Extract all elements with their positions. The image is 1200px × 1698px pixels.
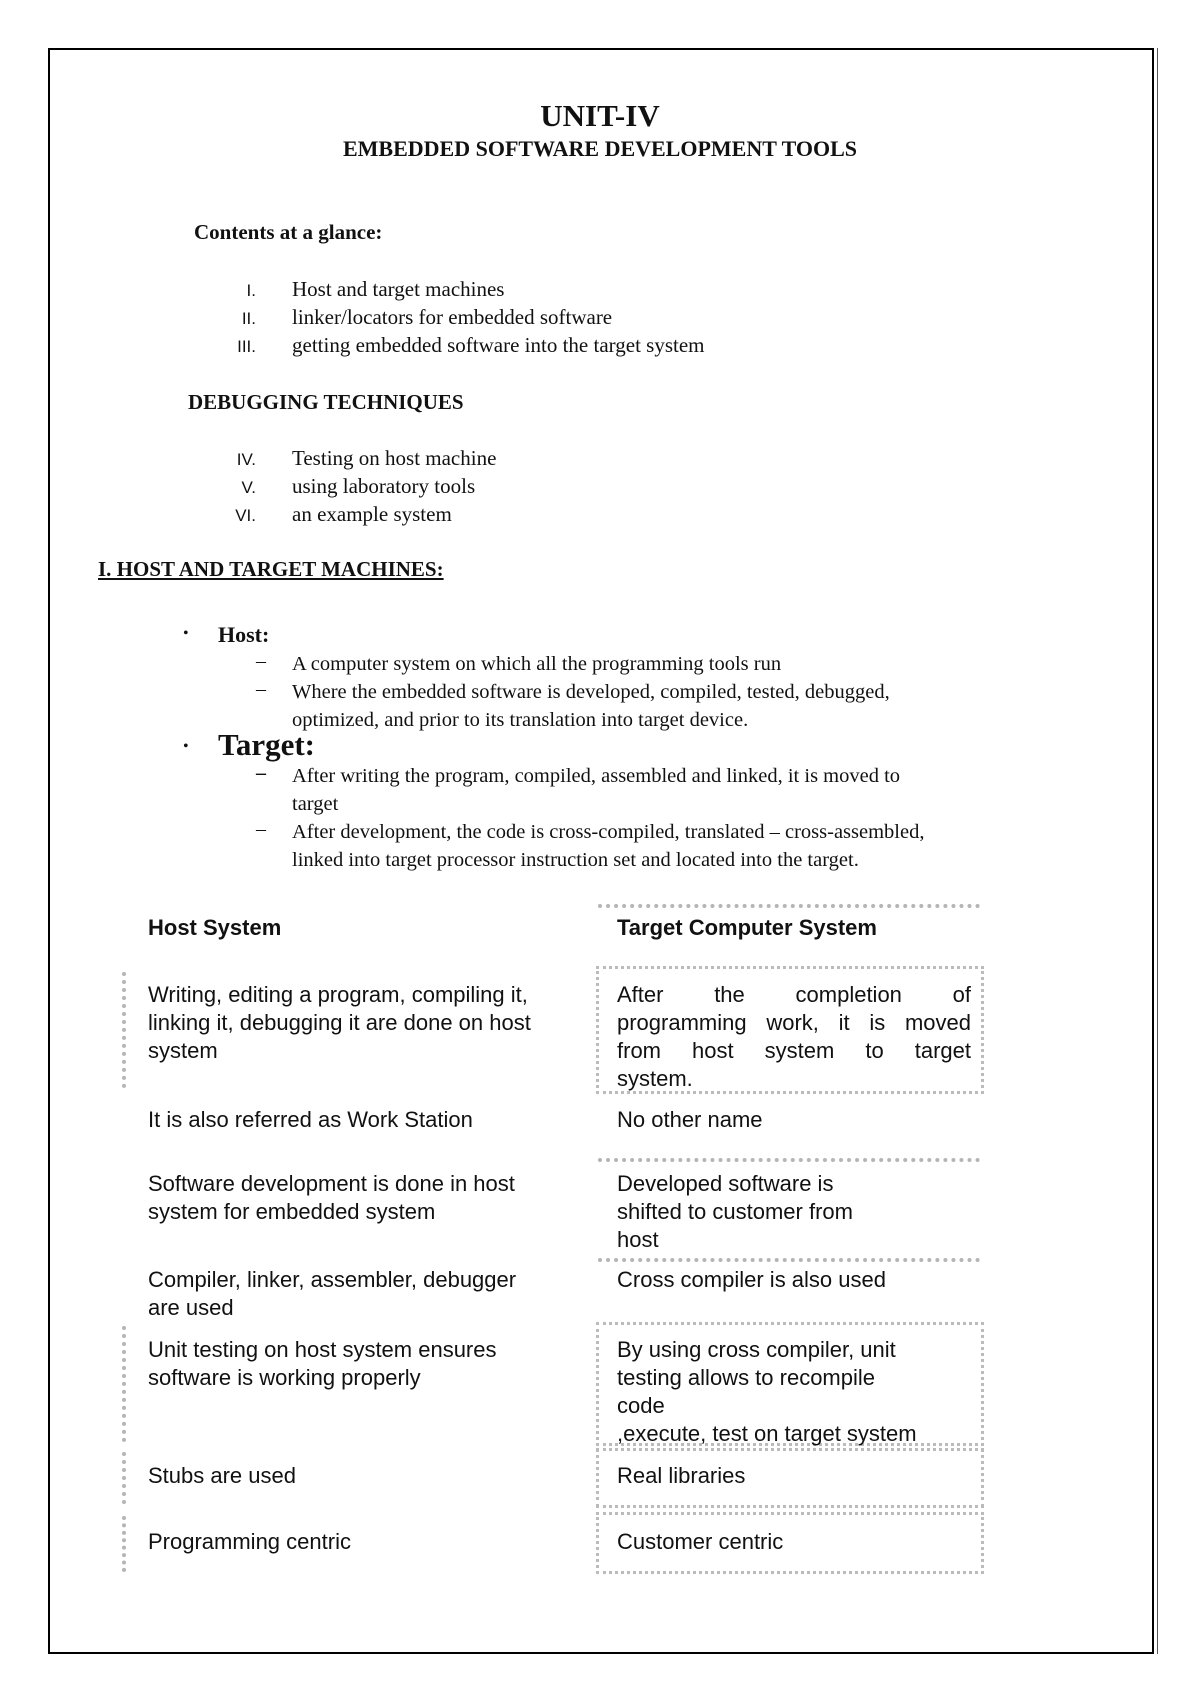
unit-title: UNIT-IV [540,98,660,133]
table-row-host [148,981,578,1065]
contents-item [200,277,900,302]
table-border [122,1516,126,1572]
table-cell-line: from host system to target [617,1038,971,1063]
dash-icon: – [256,678,266,700]
debugging-item-number: VI. [235,506,256,525]
table-cell-line: Compiler, linker, assembler, debugger [148,1267,517,1292]
table-row-target [617,1336,977,1448]
table-cell-line: Software development is done in host [148,1171,515,1196]
table-border [122,972,126,1088]
host-point-continued: optimized, and prior to its translation into target device. [292,709,749,731]
contents-item-number: III. [237,337,256,356]
table-border [122,1452,126,1504]
contents-item-text: getting embedded software into the target system [292,333,705,357]
debugging-item-text: using laboratory tools [292,474,476,498]
table-header-target: Target Computer System [617,915,877,940]
debugging-item-number: V. [241,478,256,497]
table-row-host [148,1170,578,1226]
debugging-item-text: Testing on host machine [292,446,497,470]
dash-icon: – [256,762,266,784]
debugging-item [200,474,900,499]
table-row-host: It is also referred as Work Station [148,1107,473,1132]
target-point: After writing the program, compiled, assembled and linked, it is moved to [292,765,901,787]
table-header-host: Host System [148,915,282,940]
table-cell-line: Developed software is [617,1171,834,1196]
table-cell-line: linking it, debugging it are done on host [148,1010,531,1035]
table-cell-line: are used [148,1295,234,1320]
target-point: After development, the code is cross-compiled, translated – cross-assembled, [292,821,925,843]
table-cell-line: Unit testing on host system ensures [148,1337,497,1362]
contents-item-number: I. [246,281,256,300]
contents-item [200,333,900,358]
table-border [122,1326,126,1442]
table-row-target: Real libraries [617,1463,746,1488]
table-cell-line: host [617,1227,659,1252]
table-cell-line: After the completion of [617,982,971,1007]
table-row-target: No other name [617,1107,763,1132]
table-cell-line: Writing, editing a program, compiling it, [148,982,528,1007]
contents-item [200,305,900,330]
debugging-item-number: IV. [236,450,256,469]
table-cell-line: system. [617,1066,693,1091]
table-cell-line: software is working properly [148,1365,421,1390]
target-point-continued: linked into target processor instruction set and located into the target. [292,849,859,871]
page-border-shadow [1157,48,1158,1654]
section-heading: I. HOST AND TARGET MACHINES: [98,557,444,581]
unit-subtitle: EMBEDDED SOFTWARE DEVELOPMENT TOOLS [342,136,858,161]
table-row-target: Cross compiler is also used [617,1267,886,1292]
table-cell-line: system [148,1038,218,1063]
table-border [598,904,980,908]
table-cell-line: By using cross compiler, unit [617,1337,896,1362]
debugging-item-text: an example system [292,502,452,526]
table-border [598,1158,980,1162]
dash-icon: – [256,650,266,672]
table-border [598,1258,980,1262]
target-label: Target: [218,727,315,762]
bullet-icon: • [183,738,189,755]
table-cell-line: programming work, it is moved [617,1010,971,1035]
contents-item-number: II. [241,309,256,328]
contents-item-text: linker/locators for embedded software [292,305,613,329]
table-row-host [148,1336,578,1392]
contents-item-text: Host and target machines [292,277,505,301]
table-row-host [148,1266,578,1322]
table-cell-line: testing allows to recompile [617,1365,876,1390]
table-row-host: Programming centric [148,1529,351,1554]
dash-icon: – [256,818,266,840]
host-point: A computer system on which all the programming tools run [292,653,782,675]
table-cell-line: shifted to customer from [617,1199,853,1224]
table-row-host: Stubs are used [148,1463,296,1488]
table-row-target [617,981,971,1093]
table-cell-line: system for embedded system [148,1199,436,1224]
contents-heading: Contents at a glance: [194,220,383,244]
table-row-target: Customer centric [617,1529,784,1554]
table-cell-line: code [617,1393,665,1418]
debugging-item [200,446,900,471]
host-label: Host: [218,622,270,647]
table-row-target [617,1170,971,1254]
debugging-item [200,502,900,527]
bullet-icon: • [183,625,189,642]
target-point-continued: target [292,793,339,815]
table-cell-line: ,execute, test on target system [617,1421,917,1446]
host-point: Where the embedded software is developed, compiled, tested, debugged, [292,681,890,703]
debugging-heading: DEBUGGING TECHNIQUES [188,390,464,414]
